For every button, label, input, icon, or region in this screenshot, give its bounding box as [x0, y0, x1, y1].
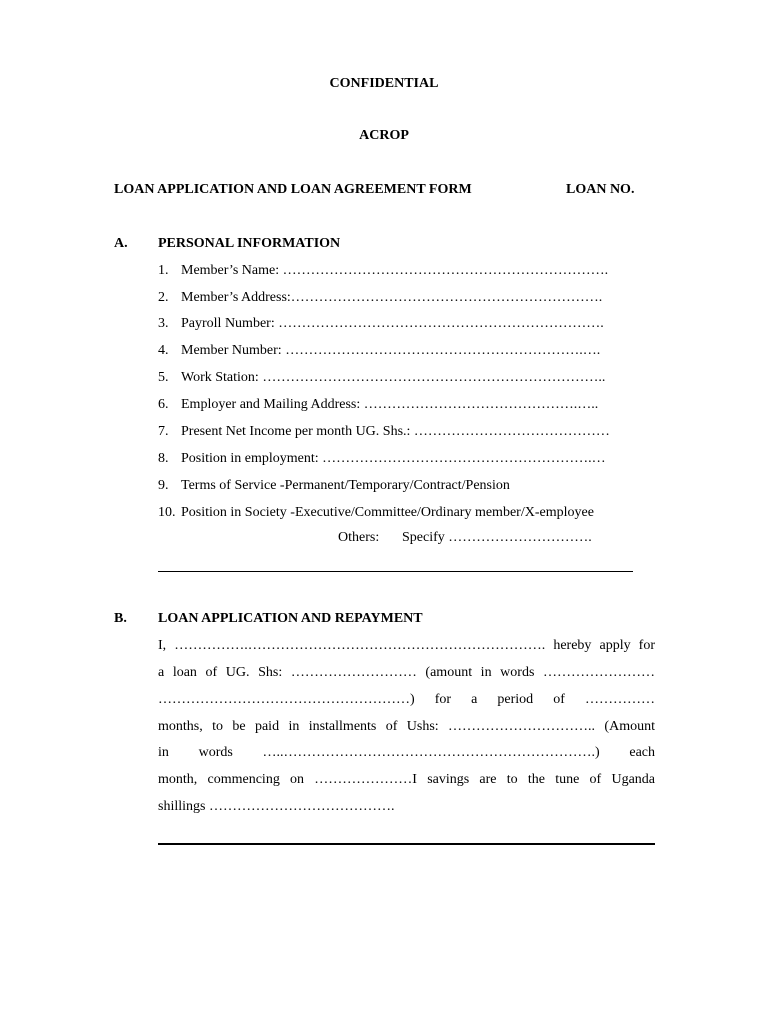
item-number: 8.	[158, 451, 169, 466]
paragraph-line-commencing: month, commencing on …………………I savings are to the tune of Uganda	[158, 772, 655, 787]
item-number: 4.	[158, 343, 169, 358]
paragraph-line-applicant: I, …………….………………………………………………………. hereby apply for	[158, 638, 655, 653]
item-number: 1.	[158, 263, 169, 278]
member-number-field: Member Number: ……………………………………………………….….	[181, 343, 601, 358]
list-item	[0, 424, 768, 444]
payroll-number-field: Payroll Number: …………………………………………………………….	[181, 316, 604, 331]
list-item	[0, 263, 768, 283]
net-income-field: Present Net Income per month UG. Shs.: ……………………………………	[181, 424, 610, 439]
section-a-letter: A.	[114, 236, 128, 251]
form-title: LOAN APPLICATION AND LOAN AGREEMENT FORM	[114, 182, 472, 197]
section-a-title: PERSONAL INFORMATION	[158, 236, 341, 251]
list-item	[0, 316, 768, 336]
item-number: 10.	[158, 505, 176, 520]
employer-address-field: Employer and Mailing Address: ……………………………………….…..	[181, 397, 599, 412]
paragraph-line-period: ………………………………………………) for a period of ……………	[158, 692, 655, 707]
item-number: 6.	[158, 397, 169, 412]
list-item	[0, 397, 768, 417]
organization-name: ACROP	[359, 128, 409, 143]
list-item	[0, 451, 768, 471]
loan-number-label: LOAN NO.	[566, 182, 635, 197]
others-label: Others:	[338, 530, 380, 545]
list-item	[0, 370, 768, 390]
item-number: 5.	[158, 370, 169, 385]
list-item	[0, 478, 768, 498]
item-number: 3.	[158, 316, 169, 331]
section-b-divider	[158, 843, 655, 845]
member-address-field: Member’s Address:………………………………………………………….	[181, 290, 603, 305]
confidential-label: CONFIDENTIAL	[329, 76, 439, 91]
item-number: 7.	[158, 424, 169, 439]
paragraph-line-installments: months, to be paid in installments of Ushs: ………………………….. (Amount	[158, 719, 655, 734]
section-b-letter: B.	[114, 611, 127, 626]
section-b-title: LOAN APPLICATION AND REPAYMENT	[158, 611, 423, 626]
position-society-field: Position in Society -Executive/Committee/Ordinary member/X-employee	[181, 505, 594, 520]
section-a-divider	[158, 571, 633, 572]
position-employment-field: Position in employment: ………………………………………………….…	[181, 451, 606, 466]
list-item	[0, 505, 768, 525]
list-item	[0, 343, 768, 363]
terms-of-service-field: Terms of Service -Permanent/Temporary/Contract/Pension	[181, 478, 510, 493]
specify-field: Specify ………………………….	[402, 530, 592, 545]
item-number: 2.	[158, 290, 169, 305]
paragraph-line-savings: shillings ………………………………….	[158, 799, 395, 814]
member-name-field: Member’s Name: …………………………………………………………….	[181, 263, 609, 278]
paragraph-line-loan-amount: a loan of UG. Shs: ……………………… (amount in words ……………………	[158, 665, 655, 680]
paragraph-line-amount-words: in words …..………………………………………………………….) each	[158, 745, 655, 760]
work-station-field: Work Station: ………………………………………………………………..	[181, 370, 606, 385]
item-number: 9.	[158, 478, 169, 493]
list-item	[0, 290, 768, 310]
